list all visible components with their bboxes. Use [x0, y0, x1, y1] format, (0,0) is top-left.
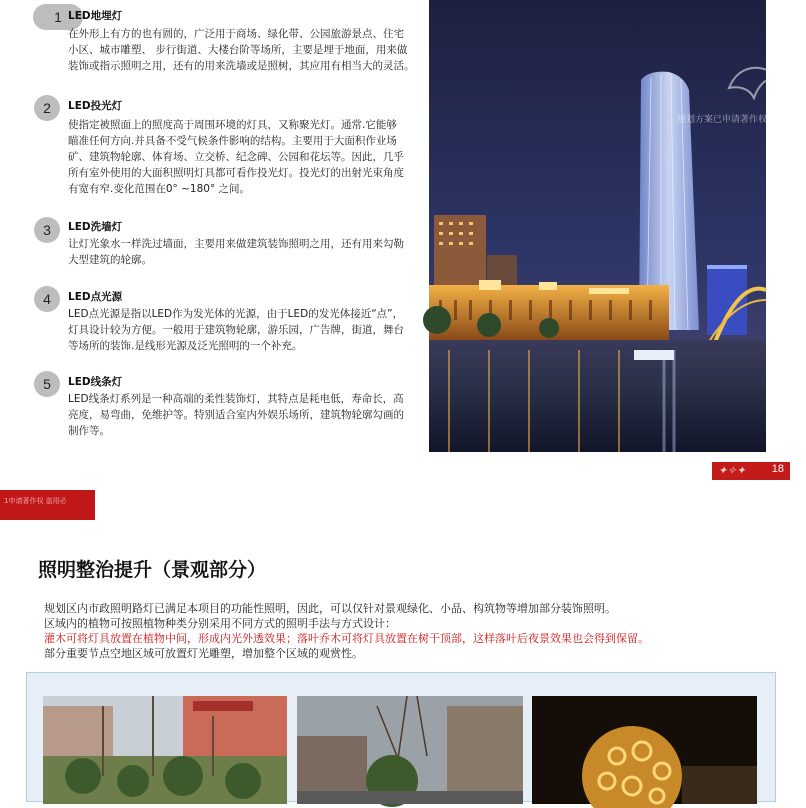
item-description-line: 大型建筑的轮廓。: [68, 254, 152, 266]
logo-icon: ✦✧✦: [718, 464, 746, 477]
item-description-line: 制作等。: [68, 425, 110, 437]
watermark-text: 规划方案已申请著作权 盗用必究: [677, 115, 806, 125]
item-description: [68, 117, 404, 197]
item-number-badge: 1: [33, 4, 83, 30]
item-description: [68, 236, 404, 268]
item-title: LED投光灯: [68, 100, 123, 112]
item-description: [68, 306, 404, 354]
item-description-line: 使指定被照面上的照度高于周围环境的灯具，又称聚光灯。通常.它能够: [68, 119, 397, 131]
item-description-line: 灯具设计较为方便。一般用于建筑物轮廓，游乐园，广告牌，街道，舞台: [68, 324, 404, 336]
gallery-photo-light-sculpture: [532, 696, 757, 804]
item-description-line: LED点光源是指以LED作为发光体的光源，由于LED的发光体接近“点”，: [68, 308, 404, 320]
item-description: [68, 26, 415, 74]
item-description-line: 瞄准任何方向.并具备不受气候条件影响的结构。主要用于大面积作业场: [68, 135, 397, 147]
logo-watermark: [724, 58, 794, 108]
section-paragraph: 规划区内市政照明路灯已满足本项目的功能性照明，因此，可以仅针对景观绿化、小品、构筑物等增加部分装饰照明。: [44, 602, 616, 615]
section-paragraph: 灌木可将灯具放置在植物中间，形成内光外透效果；落叶乔木可将灯具放置在树干顶部，这样落叶后夜景效果也会得到保留。: [44, 632, 649, 645]
item-description: [68, 391, 404, 439]
section-paragraph: 区域内的植物可按照植物种类分别采用不同方式的照明手法与方式设计：: [44, 617, 396, 630]
photo-gallery: [26, 672, 776, 802]
gallery-photo-courtyard-tree: [297, 696, 523, 804]
item-title: LED洗墙灯: [68, 221, 123, 233]
night-cityscape-photo: [429, 0, 806, 452]
section-title: 照明整治提升（景观部分）: [38, 559, 267, 581]
item-description-line: 在外形上有方的也有圆的，广泛用于商场、绿化带、公园旅游景点、住宅: [68, 28, 404, 40]
item-description-line: 有宽有窄.变化范围在0° ~180° 之间。: [68, 183, 251, 195]
section-paragraph: 部分重要节点空地区域可放置灯光雕塑，增加整个区域的观赏性。: [44, 647, 363, 660]
item-description-line: 等场所的装饰.是线形光源及泛光照明的一个补充。: [68, 340, 303, 352]
item-number-badge: 2: [34, 95, 60, 121]
item-description-line: 亮度，易弯曲，免维护等。特别适合室内外娱乐场所，建筑物轮廓勾画的: [68, 409, 404, 421]
red-corner-block: [0, 490, 95, 520]
item-number-badge: 5: [34, 371, 60, 397]
item-description-line: 小区、城市雕塑、 步行街道、大楼台阶等场所，主要是埋于地面，用来做: [68, 44, 408, 56]
item-title: LED线条灯: [68, 376, 123, 388]
red-block-watermark: 1申请著作权 盗用必: [4, 497, 67, 505]
item-description-line: 矿、建筑物轮廓、体育场、立交桥、纪念碑、公园和花坛等。因此，几乎: [68, 151, 404, 163]
item-description-line: 所有室外使用的大面积照明灯具都可看作投光灯。投光灯的出射光束角度: [68, 167, 404, 179]
item-title: LED点光源: [68, 291, 123, 303]
page-number: 18: [771, 463, 784, 475]
item-title: LED地埋灯: [68, 10, 123, 22]
item-number-badge: 3: [34, 217, 60, 243]
item-description-line: 让灯光象水一样洗过墙面，主要用来做建筑装饰照明之用，还有用来勾勒: [68, 238, 404, 250]
item-description-line: 装饰或指示照明之用，还有的用来洗墙或是照树，其应用有相当大的灵活。: [68, 60, 415, 72]
page-number-strip: [712, 462, 790, 480]
item-number-badge: 4: [34, 286, 60, 312]
gallery-photo-street-trees: [43, 696, 287, 804]
item-description-line: LED线条灯系列是一种高端的柔性装饰灯，其特点是耗电低，寿命长，高: [68, 393, 404, 405]
